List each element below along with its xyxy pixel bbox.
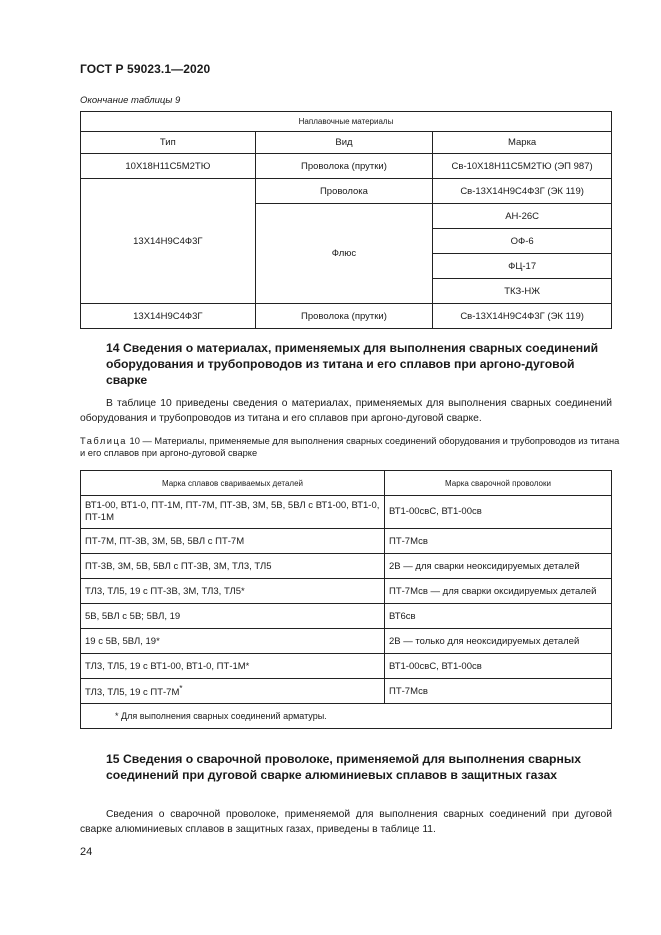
table-row bbox=[81, 154, 612, 179]
table-cell: ПТ-7Мсв bbox=[385, 679, 612, 704]
table-cell: ПТ-7Мсв bbox=[385, 529, 612, 554]
table-cell: АН-26С bbox=[433, 204, 612, 229]
table-row bbox=[81, 654, 612, 679]
table-row bbox=[81, 579, 612, 604]
table-cell: ВТ6св bbox=[385, 604, 612, 629]
table-row bbox=[81, 604, 612, 629]
table-cell bbox=[81, 679, 385, 704]
footnote-mark: * bbox=[179, 683, 183, 693]
document-header: ГОСТ Р 59023.1—2020 bbox=[80, 62, 211, 76]
table-cell: ОФ-6 bbox=[433, 229, 612, 254]
page-number: 24 bbox=[80, 846, 93, 858]
table-cell: ПТ-3В, 3М, 5В, 5ВЛ с ПТ-3В, 3М, ТЛ3, ТЛ5 bbox=[81, 554, 385, 579]
table-row bbox=[81, 554, 612, 579]
table-cell: ПТ-7Мсв — для сварки оксидируемых деталей bbox=[385, 579, 612, 604]
table-cell: ПТ-7М, ПТ-3В, 3М, 5В, 5ВЛ с ПТ-7М bbox=[81, 529, 385, 554]
table-cell: 5В, 5ВЛ с 5В; 5ВЛ, 19 bbox=[81, 604, 385, 629]
table-cell: Св-13Х14Н9С4Ф3Г (ЭК 119) bbox=[433, 304, 612, 329]
table-row bbox=[81, 629, 612, 654]
section-14-paragraph bbox=[80, 396, 612, 426]
table-cell: ТКЗ-НЖ bbox=[433, 279, 612, 304]
table-cell: Проволока bbox=[255, 179, 433, 204]
table-cell: Проволока (прутки) bbox=[255, 304, 433, 329]
table-10 bbox=[80, 470, 612, 729]
table9-col-header: Вид bbox=[255, 132, 433, 154]
table10-footnote: * Для выполнения сварных соединений арматуры. bbox=[81, 704, 612, 729]
table9-group-header: Наплавочные материалы bbox=[81, 112, 612, 132]
table10-col-header: Марка сварочной проволоки bbox=[385, 471, 612, 496]
table-cell: ВТ1-00свС, ВТ1-00св bbox=[385, 654, 612, 679]
section-14-heading: 14 Сведения о материалах, применяемых для выполнения сварных соединений оборудования и трубопроводов из титана и его сплавов при аргоно-дуговой сварке bbox=[106, 341, 599, 387]
table-cell: ТЛ3, ТЛ5, 19 с ВТ1-00, ВТ1-0, ПТ-1М* bbox=[81, 654, 385, 679]
table-cell: 19 с 5В, 5ВЛ, 19* bbox=[81, 629, 385, 654]
table-cell: 13Х14Н9С4Ф3Г bbox=[81, 304, 256, 329]
paragraph-text: В таблице 10 приведены сведения о материалах, применяемых для выполнения сварных соединений оборудования и трубопроводов из титана и его сплавов при аргоно-дуговой сварке. bbox=[80, 398, 612, 424]
table10-col-header: Марка сплавов свариваемых деталей bbox=[81, 471, 385, 496]
table-cell: Св-10Х18Н11С5М2ТЮ (ЭП 987) bbox=[433, 154, 612, 179]
table-row bbox=[81, 529, 612, 554]
table9-continuation-caption: Окончание таблицы 9 bbox=[80, 95, 181, 106]
table10-caption bbox=[80, 435, 620, 459]
table-footnote-row bbox=[81, 704, 612, 729]
table-cell: ФЦ-17 bbox=[433, 254, 612, 279]
table9-col-header: Марка bbox=[433, 132, 612, 154]
table-cell: ВТ1-00, ВТ1-0, ПТ-1М, ПТ-7М, ПТ-3В, 3М, 5В, 5ВЛ с ВТ1-00, ВТ1-0, ПТ-1М bbox=[81, 496, 385, 529]
paragraph-text: Сведения о сварочной проволоке, применяемой для выполнения сварных соединений при дуговой сварке алюминиевых сплавов в защитных газах, приведены в таблице 11. bbox=[80, 809, 612, 835]
table-cell: 2В — для сварки неоксидируемых деталей bbox=[385, 554, 612, 579]
table-cell: Св-13Х14Н9С4Ф3Г (ЭК 119) bbox=[433, 179, 612, 204]
section-15-heading: 15 Сведения о сварочной проволоке, применяемой для выполнения сварных соединений при дуговой сварке алюминиевых сплавов в защитных газах bbox=[106, 752, 582, 782]
table-cell: ВТ1-00свС, ВТ1-00св bbox=[385, 496, 612, 529]
table-row bbox=[81, 179, 612, 204]
table10-caption-text: 10 — Материалы, применяемые для выполнения сварных соединений оборудования и трубопроводов из титана и его сплавов при аргоно-дуговой сварке bbox=[80, 436, 620, 458]
cell-text: ТЛ3, ТЛ5, 19 с ПТ-7М bbox=[85, 687, 180, 699]
table10-label: Таблица bbox=[80, 436, 127, 446]
table-row bbox=[81, 304, 612, 329]
table-row bbox=[81, 496, 612, 529]
table-cell: ТЛ3, ТЛ5, 19 с ПТ-3В, 3М, ТЛ3, ТЛ5* bbox=[81, 579, 385, 604]
table-9 bbox=[80, 111, 612, 329]
table-cell: Проволока (прутки) bbox=[255, 154, 433, 179]
table-cell: 2В — только для неоксидируемых деталей bbox=[385, 629, 612, 654]
table9-col-header: Тип bbox=[81, 132, 256, 154]
table-row bbox=[81, 679, 612, 704]
table-cell: 10Х18Н11С5М2ТЮ bbox=[81, 154, 256, 179]
section-15-paragraph bbox=[80, 807, 612, 837]
table-cell: Флюс bbox=[255, 204, 433, 304]
table-cell: 13Х14Н9С4Ф3Г bbox=[81, 179, 256, 304]
